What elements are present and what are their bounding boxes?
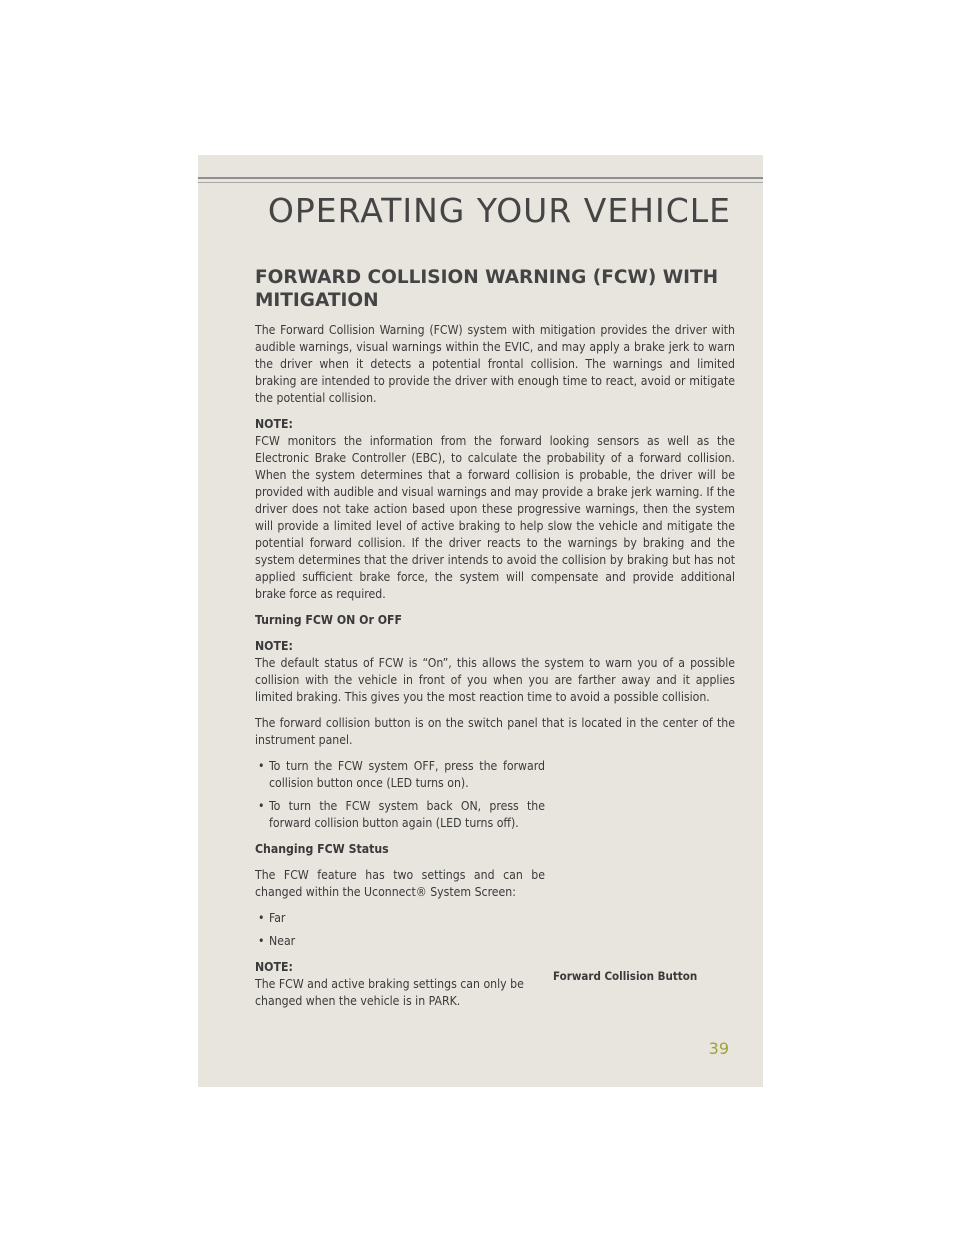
list-item: • Near — [258, 934, 296, 948]
figure-caption: Forward Collision Button — [553, 969, 698, 983]
main-content — [255, 266, 735, 1019]
note-label: NOTE: — [255, 960, 293, 974]
section-title: OPERATING YOUR VEHICLE — [267, 191, 731, 230]
list-item: • To turn the FCW system OFF, press the forward collision button once (LED turns on). — [258, 759, 545, 790]
page-heading: FORWARD COLLISION WARNING (FCW) WITH MITIGATION — [255, 267, 719, 311]
note-label: NOTE: — [255, 639, 293, 653]
note-text: FCW monitors the information from the forward looking sensors as well as the Electronic Brake Controller (EBC), to calculate the probability of a forward collision. When the system determines that a forward collision is probable, the driver will be provided with audible and visual warnings and may provide a brake jerk warning. If the driver does not take action based upon these progressive warnings, then the system will provide a limited level of active braking to help slow the vehicle and mitigate the potential forward collision. If the driver reacts to the warnings by braking and the system determines that the driver intends to avoid the collision by braking but has not applied sufficient brake force, the system will compensate and provide additional brake force as required. — [255, 434, 735, 601]
list-item: • Far — [258, 911, 286, 925]
header-rule-top — [198, 177, 763, 179]
note-block-2 — [255, 638, 735, 706]
note-text: The FCW and active braking settings can only be changed when the vehicle is in PARK. — [255, 977, 524, 1008]
settings-paragraph: The FCW feature has two settings and can be changed within the Uconnect® System Screen: — [255, 868, 545, 899]
subheading-changing-status: Changing FCW Status — [255, 842, 389, 856]
note-block-1 — [255, 416, 735, 603]
list-item: • To turn the FCW system back ON, press the forward collision button again (LED turns off). — [258, 799, 545, 830]
narrow-column — [255, 758, 545, 1010]
subheading-turning-fcw: Turning FCW ON Or OFF — [255, 613, 402, 627]
button-location-paragraph: The forward collision button is on the switch panel that is located in the center of the instrument panel. — [255, 716, 735, 747]
note-block-3 — [255, 959, 545, 1010]
settings-list — [255, 910, 545, 950]
page-number: 39 — [708, 1039, 729, 1058]
manual-page — [198, 155, 763, 1087]
note-label: NOTE: — [255, 417, 293, 431]
header-rule-bottom — [198, 182, 763, 183]
intro-paragraph: The Forward Collision Warning (FCW) system with mitigation provides the driver with audible warnings, visual warnings within the EVIC, and may apply a brake jerk to warn the driver when it detects a potential frontal collision. The warnings and limited braking are intended to provide the driver with enough time to react, avoid or mitigate the potential collision. — [255, 323, 735, 405]
note-text: The default status of FCW is “On”, this allows the system to warn you of a possible collision with the vehicle in front of you when you are farther away and it applies limited braking. This gives you the most reaction time to avoid a possible collision. — [255, 656, 735, 704]
fcw-toggle-list — [255, 758, 545, 832]
